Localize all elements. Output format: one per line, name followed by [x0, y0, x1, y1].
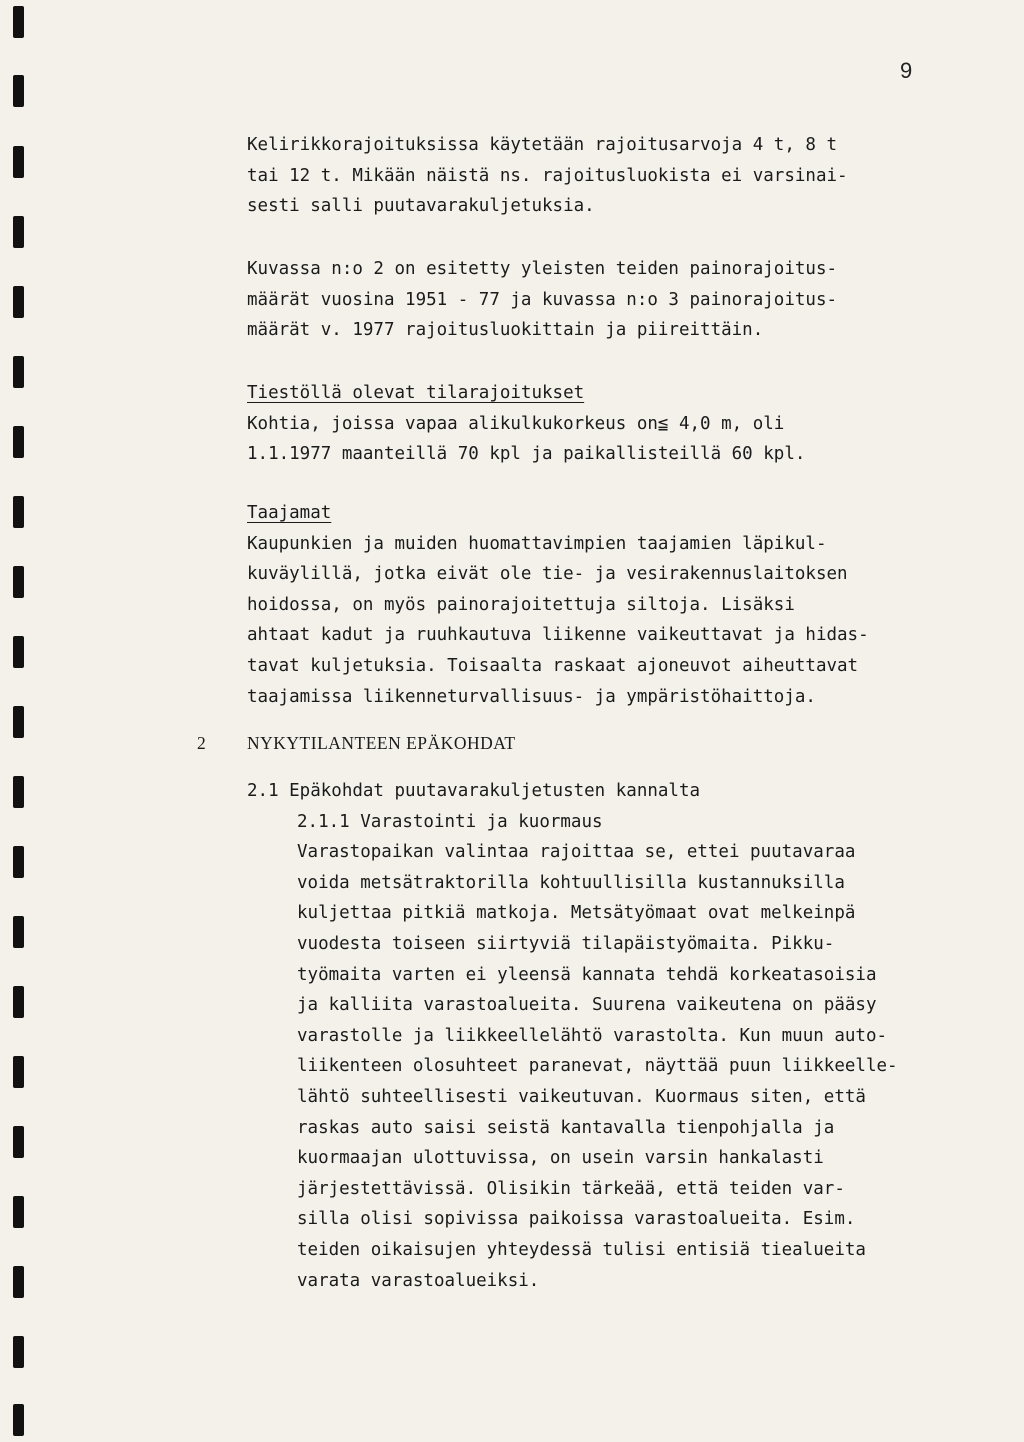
section-title: NYKYTILANTEEN EPÄKOHDAT [247, 733, 516, 753]
text-line: taajamissa liikenneturvallisuus- ja ympäristöhaittoja. [247, 686, 816, 707]
binding-hole [13, 566, 24, 598]
text-line: voida metsätraktorilla kohtuullisilla kustannuksilla [297, 872, 845, 893]
section-tiestolla [247, 378, 805, 470]
text-line: varastolle ja liikkeellelähtö varastolta. Kun muun auto- [297, 1025, 888, 1046]
text-line: ja kalliita varastoalueita. Suurena vaikeutena on pääsy [297, 995, 877, 1016]
text-line: Kuvassa n:o 2 on esitetty yleisten teiden painorajoitus- [247, 259, 838, 279]
text-line: hoidossa, on myös painorajoitettuja siltoja. Lisäksi [247, 594, 795, 615]
subsection-block [247, 776, 898, 1296]
binding-hole [13, 1266, 24, 1298]
text-line: määrät v. 1977 rajoitusluokittain ja piireittäin. [247, 320, 764, 341]
text-line: liikenteen olosuhteet paranevat, näyttää puun liikkeelle- [297, 1056, 898, 1077]
text-line: Kaupunkien ja muiden huomattavimpien taajamien läpikul- [247, 533, 827, 554]
text-line: kuljettaa pitkiä matkoja. Metsätyömaat ovat melkeinpä [297, 903, 856, 924]
binding-hole [13, 356, 24, 388]
binding-hole [13, 75, 24, 107]
binding-hole [13, 1404, 24, 1436]
binding-hole [13, 286, 24, 318]
text-line: Varastopaikan valintaa rajoittaa se, ettei puutavaraa [297, 842, 856, 863]
subsection-heading: 2.1 Epäkohdat puutavarakuljetusten kannalta [247, 781, 701, 801]
page-number: 9 [900, 58, 913, 83]
binding-hole [13, 636, 24, 668]
text-line: varata varastoalueiksi. [297, 1270, 540, 1291]
text-line: sesti salli puutavarakuljetuksia. [247, 196, 595, 217]
binding-hole [13, 1056, 24, 1088]
text-line: kuväylillä, jotka eivät ole tie- ja vesirakennuslaitoksen [247, 564, 848, 585]
binding-hole [13, 6, 24, 38]
text-line: järjestettävissä. Olisikin tärkeää, että teiden var- [297, 1178, 845, 1199]
text-line: silla olisi sopivissa paikoissa varastoalueita. Esim. [297, 1209, 856, 1230]
text-line: määrät vuosina 1951 - 77 ja kuvassa n:o 3 painorajoitus- [247, 289, 838, 310]
binding-hole [13, 1336, 24, 1368]
text-line: ahtaat kadut ja ruuhkautuva liikenne vaikeuttavat ja hidas- [247, 625, 869, 646]
binding-hole [13, 426, 24, 458]
binding-holes [0, 0, 60, 1442]
text-line: kuormaajan ulottuvissa, on usein varsin hankalasti [297, 1148, 824, 1169]
binding-hole [13, 216, 24, 248]
paragraph-kelirikko [247, 130, 848, 222]
text-line: 1.1.1977 maanteillä 70 kpl ja paikallisteillä 60 kpl. [247, 444, 806, 465]
binding-hole [13, 1196, 24, 1228]
text-line: teiden oikaisujen yhteydessä tulisi entisiä tiealueita [297, 1239, 866, 1260]
text-line: tai 12 t. Mikään näistä ns. rajoitusluokista ei varsinai- [247, 165, 848, 186]
section-taajamat [247, 498, 869, 712]
text-line: Kohtia, joissa vapaa alikulkukorkeus on≦ 4,0 m, oli [247, 413, 785, 434]
binding-hole [13, 986, 24, 1018]
binding-hole [13, 846, 24, 878]
text-line: tavat kuljetuksia. Toisaalta raskaat ajoneuvot aiheuttavat [247, 655, 859, 676]
text-line: työmaita varten ei yleensä kannata tehdä korkeatasoisia [297, 964, 877, 985]
section-number: 2 [197, 733, 206, 753]
binding-hole [13, 146, 24, 178]
binding-hole [13, 1126, 24, 1158]
text-line: vuodesta toiseen siirtyviä tilapäistyömaita. Pikku- [297, 933, 835, 954]
subsubsection-heading: 2.1.1 Varastointi ja kuormaus [297, 811, 603, 832]
text-line: Kelirikkorajoituksissa käytetään rajoitusarvoja 4 t, 8 t [247, 135, 838, 155]
binding-hole [13, 706, 24, 738]
binding-hole [13, 916, 24, 948]
binding-hole [13, 496, 24, 528]
paragraph-kuvassa [247, 254, 837, 346]
heading-taajamat: Taajamat [247, 503, 332, 523]
text-line: raskas auto saisi seistä kantavalla tienpohjalla ja [297, 1117, 835, 1138]
binding-hole [13, 776, 24, 808]
text-line: lähtö suhteellisesti vaikeutuvan. Kuormaus siten, että [297, 1086, 866, 1107]
heading-tiestolla: Tiestöllä olevat tilarajoitukset [247, 383, 585, 403]
